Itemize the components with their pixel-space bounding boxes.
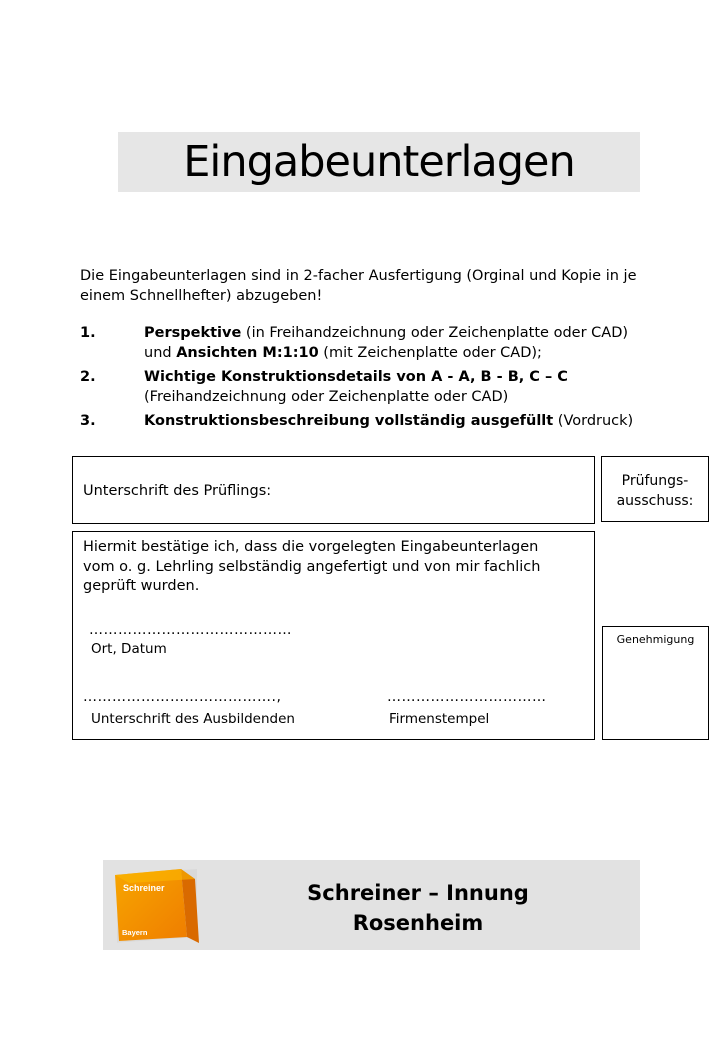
approval-box — [602, 626, 709, 740]
list-plain-text: (Vordruck) — [553, 413, 634, 429]
committee-label: Prüfungs- ausschuss: — [616, 473, 694, 509]
list-bold-text: Perspektive — [144, 325, 242, 341]
list-text — [144, 411, 660, 431]
list-item — [80, 367, 660, 407]
trainer-signature-label: Unterschrift des Ausbildenden — [91, 711, 295, 727]
confirmation-box — [72, 531, 595, 740]
intro-text: Die Eingabeunterlagen sind in 2-facher Ausfertigung (Orginal und Kopie in je einem Schnellhefter) abzugeben! — [80, 268, 637, 304]
trainer-signature-line[interactable]: …………………………………., — [83, 689, 282, 705]
list-item — [80, 411, 660, 431]
list-plain-text: (in Freihandzeichnung oder Zeichenplatte oder CAD) und — [144, 325, 629, 361]
place-date-label: Ort, Datum — [91, 641, 167, 657]
list-number: 3. — [80, 413, 96, 429]
list-bold-text: Ansichten M:1:10 — [176, 345, 319, 361]
list-text — [144, 323, 660, 363]
list-bold-text: Konstruktionsbeschreibung vollständig ausgefüllt — [144, 413, 554, 429]
page-title: Eingabeunterlagen — [183, 137, 575, 187]
footer-banner — [103, 860, 640, 950]
requirements-list — [80, 323, 660, 435]
committee-box — [601, 456, 709, 522]
signature-field[interactable] — [72, 456, 595, 524]
signature-label: Unterschrift des Prüflings: — [83, 483, 272, 499]
list-bold-text: Wichtige Konstruktionsdetails von A - A, B - B, C – C — [144, 369, 568, 385]
list-number: 1. — [80, 325, 96, 341]
guild-name: Schreiner – Innung Rosenheim — [307, 881, 529, 935]
stamp-line[interactable]: …………………………… — [387, 689, 547, 705]
logo-bottom-text: Bayern — [122, 928, 148, 937]
approval-label: Genehmigung — [616, 633, 695, 646]
list-text — [144, 367, 660, 407]
place-date-line[interactable]: …………………………………… — [89, 622, 292, 638]
confirmation-text: Hiermit bestätige ich, dass die vorgelegten Eingabeunterlagen vom o. g. Lehrling selbständig angefertigt und von mir fachlich geprüft wurden. — [83, 539, 541, 594]
list-plain-text: (mit Zeichenplatte oder CAD); — [318, 345, 542, 361]
list-plain-text: (Freihandzeichnung oder Zeichenplatte oder CAD) — [144, 389, 509, 405]
logo-top-text: Schreiner — [123, 883, 165, 893]
schreiner-bayern-logo — [111, 865, 203, 947]
list-number: 2. — [80, 369, 96, 385]
title-banner — [118, 132, 640, 192]
stamp-label: Firmenstempel — [389, 711, 490, 727]
list-item — [80, 323, 660, 363]
